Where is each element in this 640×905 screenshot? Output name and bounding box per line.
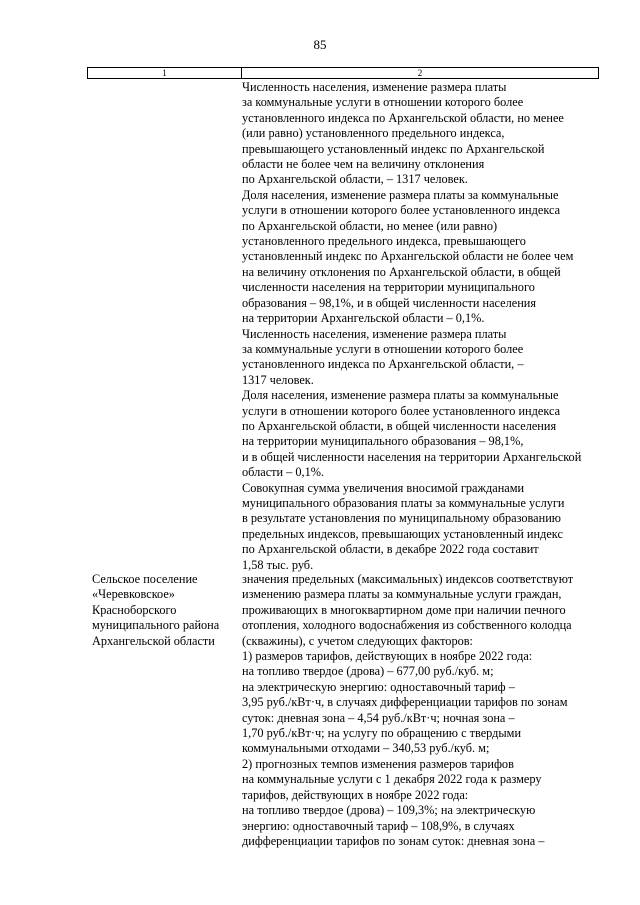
text-line: на электрическую энергию: одноставочный тариф –	[242, 679, 515, 694]
text-line: на территории муниципального образования – 98,1%,	[242, 434, 524, 449]
text-line: за коммунальные услуги в отношении которого более	[242, 341, 524, 356]
text-line: энергию: одноставочный тариф – 108,9%, в случаях	[242, 818, 515, 833]
text-line: услуги в отношении которого более установленного индекса	[242, 403, 561, 418]
table-header-col-2: 2	[417, 68, 423, 78]
text-line: за коммунальные услуги в отношении которого более	[242, 95, 524, 110]
text-line: превышающего установленный индекс по Архангельской	[242, 141, 545, 156]
text-line: 1) размеров тарифов, действующих в ноябре 2022 года:	[242, 649, 533, 664]
text-line: установленного индекса по Архангельской области, но менее	[242, 110, 564, 125]
text-line: суток: дневная зона – 4,54 руб./кВт·ч; ночная зона –	[242, 710, 515, 725]
text-line: 1,58 тыс. руб.	[242, 557, 314, 572]
text-line: тарифов, действующих в ноябре 2022 года:	[242, 787, 469, 802]
text-line: (или равно) установленного предельного индекса,	[242, 126, 505, 141]
text-line: на топливо твердое (дрова) – 677,00 руб./куб. м;	[242, 664, 494, 679]
text-line: установленного предельного индекса, превышающего	[242, 234, 526, 249]
text-line: значения предельных (максимальных) индексов соответствуют	[242, 572, 574, 586]
text-line: установленного индекса по Архангельской области, –	[242, 357, 524, 372]
text-line: коммунальными отходами – 340,53 руб./куб. м;	[242, 741, 490, 756]
row-2-right-cell	[242, 572, 604, 849]
text-line: Доля населения, изменение размера платы за коммунальные	[242, 388, 559, 403]
text-line: установленный индекс по Архангельской области не более чем	[242, 249, 574, 264]
text-line: по Архангельской области, в декабре 2022 года составит	[242, 542, 539, 557]
text-line: области не более чем на величину отклонения	[242, 157, 485, 172]
text-line: Доля населения, изменение размера платы за коммунальные	[242, 187, 559, 202]
text-line: 2) прогнозных темпов изменения размеров тарифов	[242, 756, 514, 771]
row-1-right-cell	[242, 80, 604, 573]
text-line: предельных индексов, превышающих установленный индекс	[242, 526, 563, 541]
text-line: на топливо твердое (дрова) – 109,3%; на электрическую	[242, 803, 536, 818]
text-line: по Архангельской области, но менее (или равно)	[242, 218, 498, 233]
text-line: изменению размера платы за коммунальные услуги граждан,	[242, 587, 562, 602]
text-line: образования – 98,1%, и в общей численности населения	[242, 295, 537, 310]
text-line: области – 0,1%.	[242, 465, 325, 480]
text-line: в результате установления по муниципальному образованию	[242, 511, 561, 526]
text-line: 3,95 руб./кВт·ч, в случаях дифференциации тарифов по зонам	[242, 695, 568, 710]
table-header-row	[87, 67, 599, 79]
row-2-left-cell	[92, 572, 242, 649]
text-line: Красноборского	[92, 602, 177, 617]
page-number: 85	[313, 37, 327, 52]
text-line: услуги в отношении которого более установленного индекса	[242, 203, 561, 218]
text-line: Совокупная сумма увеличения вносимой гражданами	[242, 480, 525, 495]
text-line: и в общей численности населения на территории Архангельской	[242, 449, 582, 464]
text-line: на коммунальные услуги с 1 декабря 2022 года к размеру	[242, 772, 542, 787]
text-line: муниципального района	[92, 618, 220, 633]
text-line: (скважины), с учетом следующих факторов:	[242, 633, 473, 648]
table-header-col-1: 1	[88, 68, 242, 78]
text-line: по Архангельской области, – 1317 человек.	[242, 172, 468, 187]
text-line: Численность населения, изменение размера платы	[242, 80, 507, 94]
text-line: Численность населения, изменение размера платы	[242, 326, 507, 341]
text-line: Архангельской области	[92, 633, 215, 648]
text-line: по Архангельской области, в общей численности населения	[242, 418, 557, 433]
text-line: 1,70 руб./кВт·ч; на услугу по обращению с твердыми	[242, 726, 522, 741]
text-line: отопления, холодного водоснабжения из собственного колодца	[242, 618, 572, 633]
text-line: численности населения на территории муниципального	[242, 280, 535, 295]
text-line: «Черевковское»	[92, 587, 175, 602]
text-line: Сельское поселение	[92, 572, 198, 586]
text-line: дифференциации тарифов по зонам суток: дневная зона –	[242, 833, 545, 848]
text-line: проживающих в многоквартирном доме при наличии печного	[242, 602, 566, 617]
text-line: на величину отклонения по Архангельской области, в общей	[242, 264, 561, 279]
text-line: на территории Архангельской области – 0,1%.	[242, 311, 485, 326]
text-line: муниципального образования платы за коммунальные услуги	[242, 495, 565, 510]
text-line: 1317 человек.	[242, 372, 314, 387]
